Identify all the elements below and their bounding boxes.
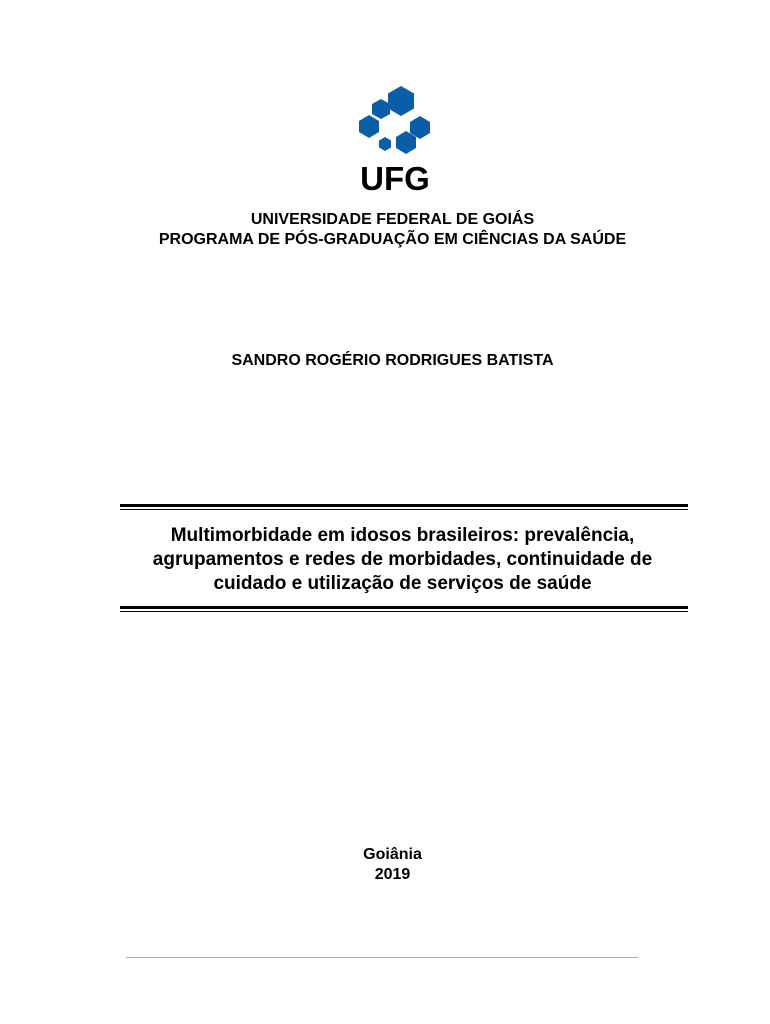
city: Goiânia [363,846,422,863]
thesis-title-line: cuidado e utilização de serviços de saúde [213,573,592,594]
title-rule-bottom [120,606,688,612]
thesis-title-line: Multimorbidade em idosos brasileiros: prevalência, [170,525,635,546]
year: 2019 [374,866,411,883]
logo-hexagon [359,115,379,138]
logo-hexagon [379,137,391,151]
author-name: SANDRO ROGÉRIO RODRIGUES BATISTA [231,352,554,369]
logo-hexagon [388,86,414,116]
footer-divider [126,957,638,958]
logo-text: UFG [360,160,430,196]
title-rule-top [120,504,688,510]
institution-name: UNIVERSIDADE FEDERAL DE GOIÁS [250,211,535,228]
ufg-logo [350,86,440,196]
thesis-title [110,524,695,596]
thesis-title-line: agrupamentos e redes de morbidades, continuidade de [152,549,653,570]
logo-hexagon [372,99,390,119]
program-name: PROGRAMA DE PÓS-GRADUAÇÃO EM CIÊNCIAS DA SAÚDE [158,231,627,248]
